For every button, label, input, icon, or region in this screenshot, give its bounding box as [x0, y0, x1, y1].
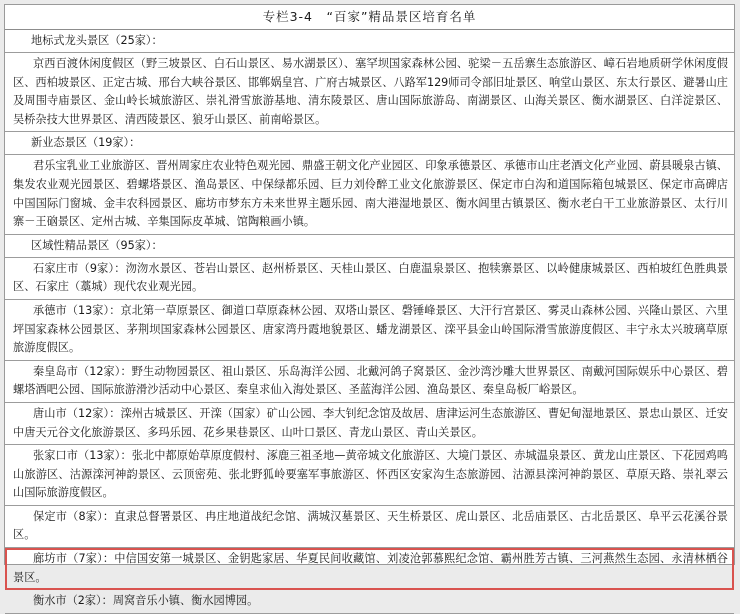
list-item: 唐山市（12家）：滦州古城景区、开滦（国家）矿山公园、李大钊纪念馆及故居、唐津运河生态旅游区、曹妃甸湿地景区、景忠山景区、迁安中唐天元谷文化旅游景区、多玛乐园、花乡果巷景区、山叶口景区、青龙山景区、青山关景区。 [5, 403, 734, 445]
document-page [4, 4, 735, 608]
list-item: 保定市（8家）：直隶总督署景区、冉庄地道战纪念馆、满城汉墓景区、天生桥景区、虎山景区、北岳庙景区、古北岳景区、阜平云花溪谷景区。 [5, 506, 734, 548]
list-item: 承德市（13家）：京北第一草原景区、御道口草原森林公园、双塔山景区、磬锤峰景区、大汗行宫景区、雾灵山森林公园、兴隆山景区、六里坪国家森林公园景区、茅荆坝国家森林公园景区、唐家湾丹霞地貌景区、蟠龙湖景区、滦平县金山岭国际滑雪旅游度假区、丰宁永太兴玻璃草原旅游度假区。 [5, 300, 734, 361]
category-heading: 新业态景区（19家）： [5, 132, 734, 155]
list-item: 石家庄市（9家）：沕沕水景区、苍岩山景区、赵州桥景区、天桂山景区、白鹿温泉景区、抱犊寨景区、以岭健康城景区、西柏坡红色胜典景区、石家庄（藁城）现代农业观光园。 [5, 258, 734, 300]
category-heading: 区域性精品景区（95家）： [5, 235, 734, 258]
list-item: 君乐宝乳业工业旅游区、晋州周家庄农业特色观光园、鼎盛王朝文化产业园区、印象承德景区、承德市山庄老酒文化产业园、蔚县暖泉古镇、集发农业观光园景区、碧螺塔景区、渔岛景区、中保绿都乐园、巨力刘伶醉工业文化旅游景区、保定市白沟和道国际箱包城景区、保定市高碑店中国国际门窗城、金丰农科园景区、廊坊市梦东方未来世界主题乐园、南大港湿地景区、衡水闾里古镇景区、衡水老白干工业旅游景区、太行川寨－王硇景区、定州古城、辛集国际皮革城、馆陶粮画小镇。 [5, 155, 734, 234]
scenic-list [5, 30, 734, 614]
list-item: 京西百渡休闲度假区（野三坡景区、白石山景区、易水湖景区）、塞罕坝国家森林公园、驼梁－五岳寨生态旅游区、嶂石岩地质研学休闲度假区、西柏坡景区、正定古城、邢台大峡谷景区、邯郸娲皇宫、广府古城景区、八路军129师司令部旧址景区、响堂山景区、东太行景区、避暑山庄及周围寺庙景区、金山岭长城旅游区、崇礼滑雪旅游基地、清东陵景区、唐山国际旅游岛、南湖景区、山海关景区、衡水湖景区、白洋淀景区、吴桥杂技大世界景区、清西陵景区、狼牙山景区、前南峪景区。 [5, 53, 734, 132]
category-heading: 地标式龙头景区（25家）： [5, 30, 734, 53]
list-item: 秦皇岛市（12家）：野生动物园景区、祖山景区、乐岛海洋公园、北戴河鸽子窝景区、金沙湾沙雕大世界景区、南戴河国际娱乐中心景区、碧螺塔酒吧公园、国际旅游滑沙活动中心景区、秦皇求仙入海处景区、圣蓝海洋公园、渔岛景区、秦皇岛板厂峪景区。 [5, 361, 734, 403]
list-item: 张家口市（13家）：张北中都原始草原度假村、涿鹿三祖圣地—黄帝城文化旅游区、大境门景区、赤城温泉景区、黄龙山庄景区、下花园鸡鸣山旅游区、沽源滦河神韵景区、云顶密苑、张北野狐岭要塞军事旅游区、怀西区安家沟生态旅游园、沽源县滦河神韵景区、草原天路、崇礼翠云山国际旅游度假区。 [5, 445, 734, 506]
highlighted-list-item: 廊坊市（7家）：中信国安第一城景区、金钥匙家居、华夏民间收藏馆、刘凌沧郭慕熙纪念馆、霸州胜芳古镇、三河燕然生态园、永清林栖谷景区。 [5, 548, 734, 590]
table-title: 专栏3-4 “百家”精品景区培育名单 [5, 5, 734, 30]
list-item: 衡水市（2家）：周窝音乐小镇、衡水园博园。 [5, 590, 734, 614]
